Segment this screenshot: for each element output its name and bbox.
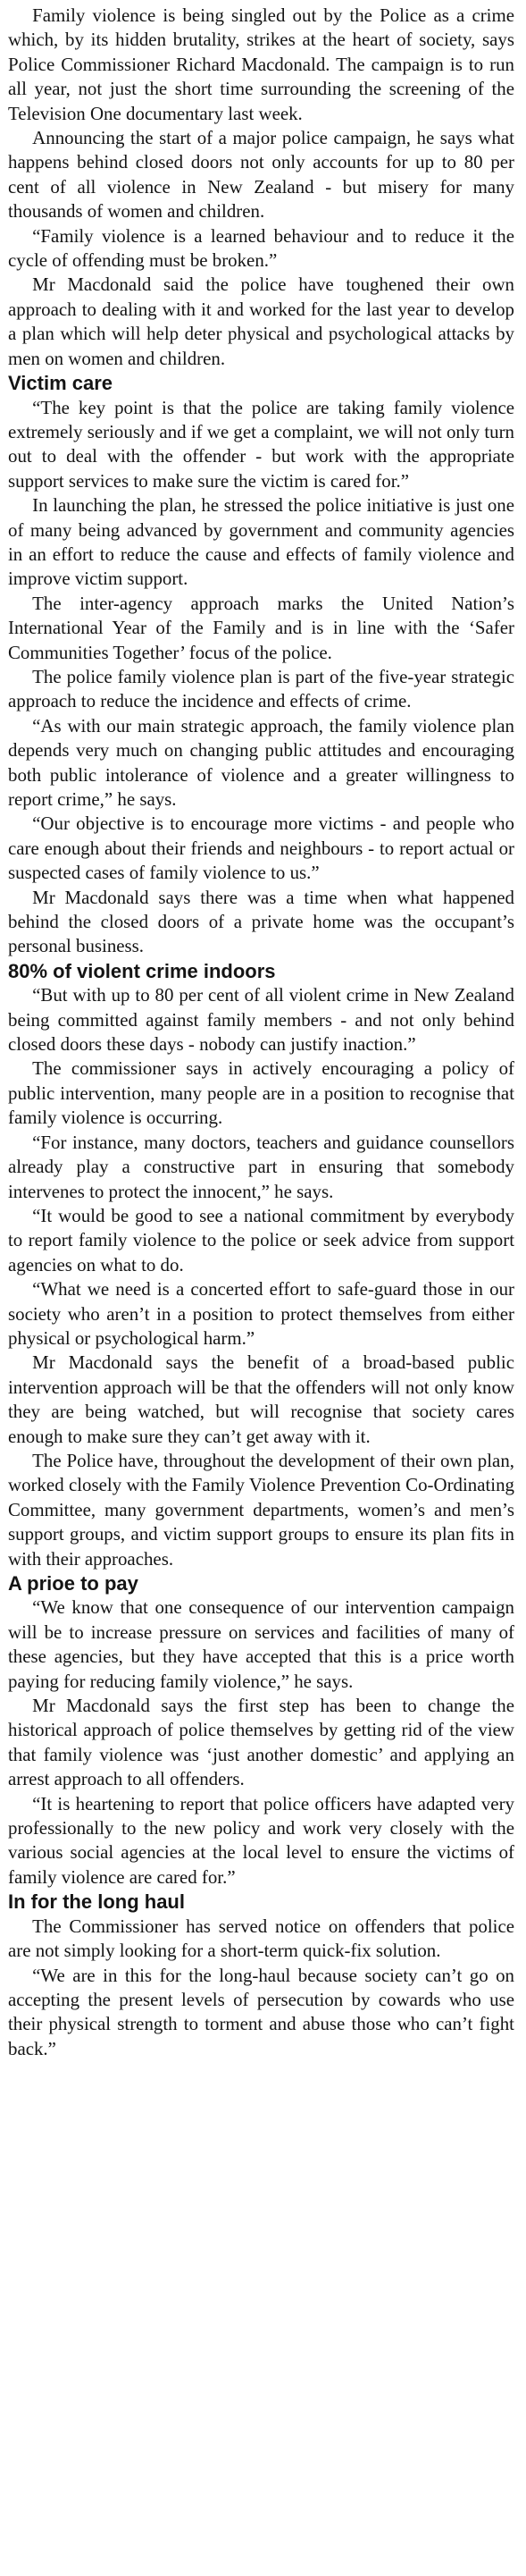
section-heading-long-haul: In for the long haul xyxy=(8,1890,185,1914)
paragraph: The inter-agency approach marks the United Nation’s International Year of the Family and is in line with the ‘Safer Communities Together’ focus of the police. xyxy=(8,592,514,663)
paragraph: “For instance, many doctors, teachers and guidance counsellors already play a constructive part in ensuring that somebody intervenes to protect the innocent,” he says. xyxy=(8,1131,514,1202)
paragraph: “Our objective is to encourage more victims - and people who care enough about their friends and neighbours - to report actual or suspected cases of family violence to us.” xyxy=(8,812,514,884)
paragraph: Mr Macdonald said the police have toughened their own approach to dealing with it and worked for the last year to develop a plan which will help deter physical and psychological attacks by men on women and children. xyxy=(8,274,514,369)
paragraph: The police family violence plan is part of the five-year strategic approach to reduce the incidence and effects of crime. xyxy=(8,665,514,712)
section-heading-victim-care: Victim care xyxy=(8,372,113,395)
paragraph: “But with up to 80 per cent of all violent crime in New Zealand being committed against family members - and not only behind closed doors these days - nobody can justify inaction.” xyxy=(8,984,514,1056)
paragraph: “It would be good to see a national commitment by everybody to report family violence to the police or seek advice from support agencies on what to do. xyxy=(8,1204,514,1275)
paragraph: “We are in this for the long-haul because society can’t go on accepting the present levels of persecution by cowards who use their physical strength to torment and abuse those who can’t fight back.” xyxy=(8,1964,514,2059)
paragraph: “What we need is a concerted effort to safe-guard those in our society who aren’t in a position to protect themselves from either physical or psychological harm.” xyxy=(8,1278,514,1349)
paragraph: “Family violence is a learned behaviour and to reduce it the cycle of offending must be broken.” xyxy=(8,224,514,272)
paragraph: Family violence is being singled out by the Police as a crime which, by its hidden brutality, strikes at the heart of society, says Police Commissioner Richard Macdonald. The campaign is to run all year, not just the short time surrounding the screening of the Television One documentary last week. xyxy=(8,4,514,124)
paragraph: “The key point is that the police are taking family violence extremely seriously and if we get a complaint, we will not only turn out to deal with the offender - but work with the appropriate support services to make sure the victim is cared for.” xyxy=(8,396,514,492)
paragraph: “We know that one consequence of our intervention campaign will be to increase pressure on services and facilities of many of these agencies, but they have accepted that this is a price worth paying for reducing family violence,” he says. xyxy=(8,1596,514,1692)
paragraph: Mr Macdonald says the first step has been to change the historical approach of police themselves by getting rid of the view that family violence was ‘just another domestic’ and applying an arrest approach to all offenders. xyxy=(8,1695,514,1790)
paragraph: In launching the plan, he stressed the police initiative is just one of many being advanced by government and community agencies in an effort to reduce the cause and effects of family violence and improve victim support. xyxy=(8,494,514,590)
paragraph: “It is heartening to report that police officers have adapted very professionally to the new policy and work very closely with the various social agencies at the local level to ensure the victims of family violence are cared for.” xyxy=(8,1792,514,1888)
paragraph: Mr Macdonald says there was a time when what happened behind the closed doors of a private home was the occupant’s personal business. xyxy=(8,886,514,957)
section-heading-price-to-pay: A prioe to pay xyxy=(8,1572,138,1595)
paragraph: The Commissioner has served notice on offenders that police are not simply looking for a short-term quick-fix solution. xyxy=(8,1915,514,1962)
section-heading-violent-crime-indoors: 80% of violent crime indoors xyxy=(8,959,276,982)
paragraph: Mr Macdonald says the benefit of a broad-based public intervention approach will be that the offenders will not only know they are being watched, but will recognise that society cares enough to make sure they can’t get away with it. xyxy=(8,1351,514,1447)
paragraph: The commissioner says in actively encouraging a policy of public intervention, many people are in a position to recognise that family violence is occurring. xyxy=(8,1057,514,1129)
paragraph: The Police have, throughout the development of their own plan, worked closely with the Family Violence Prevention Co-Ordinating Committee, many government departments, women’s and men’s support groups, and victim support groups to ensure its plan fits in with their approaches. xyxy=(8,1449,514,1570)
article-body xyxy=(8,4,514,2061)
paragraph: Announcing the start of a major police campaign, he says what happens behind closed doors not only accounts for up to 80 per cent of all violence in New Zealand - but misery for many thousands of women and children. xyxy=(8,127,514,223)
paragraph: “As with our main strategic approach, the family violence plan depends very much on changing public attitudes and encouraging both public intolerance of violence and a greater willingness to report crime,” he says. xyxy=(8,714,514,810)
